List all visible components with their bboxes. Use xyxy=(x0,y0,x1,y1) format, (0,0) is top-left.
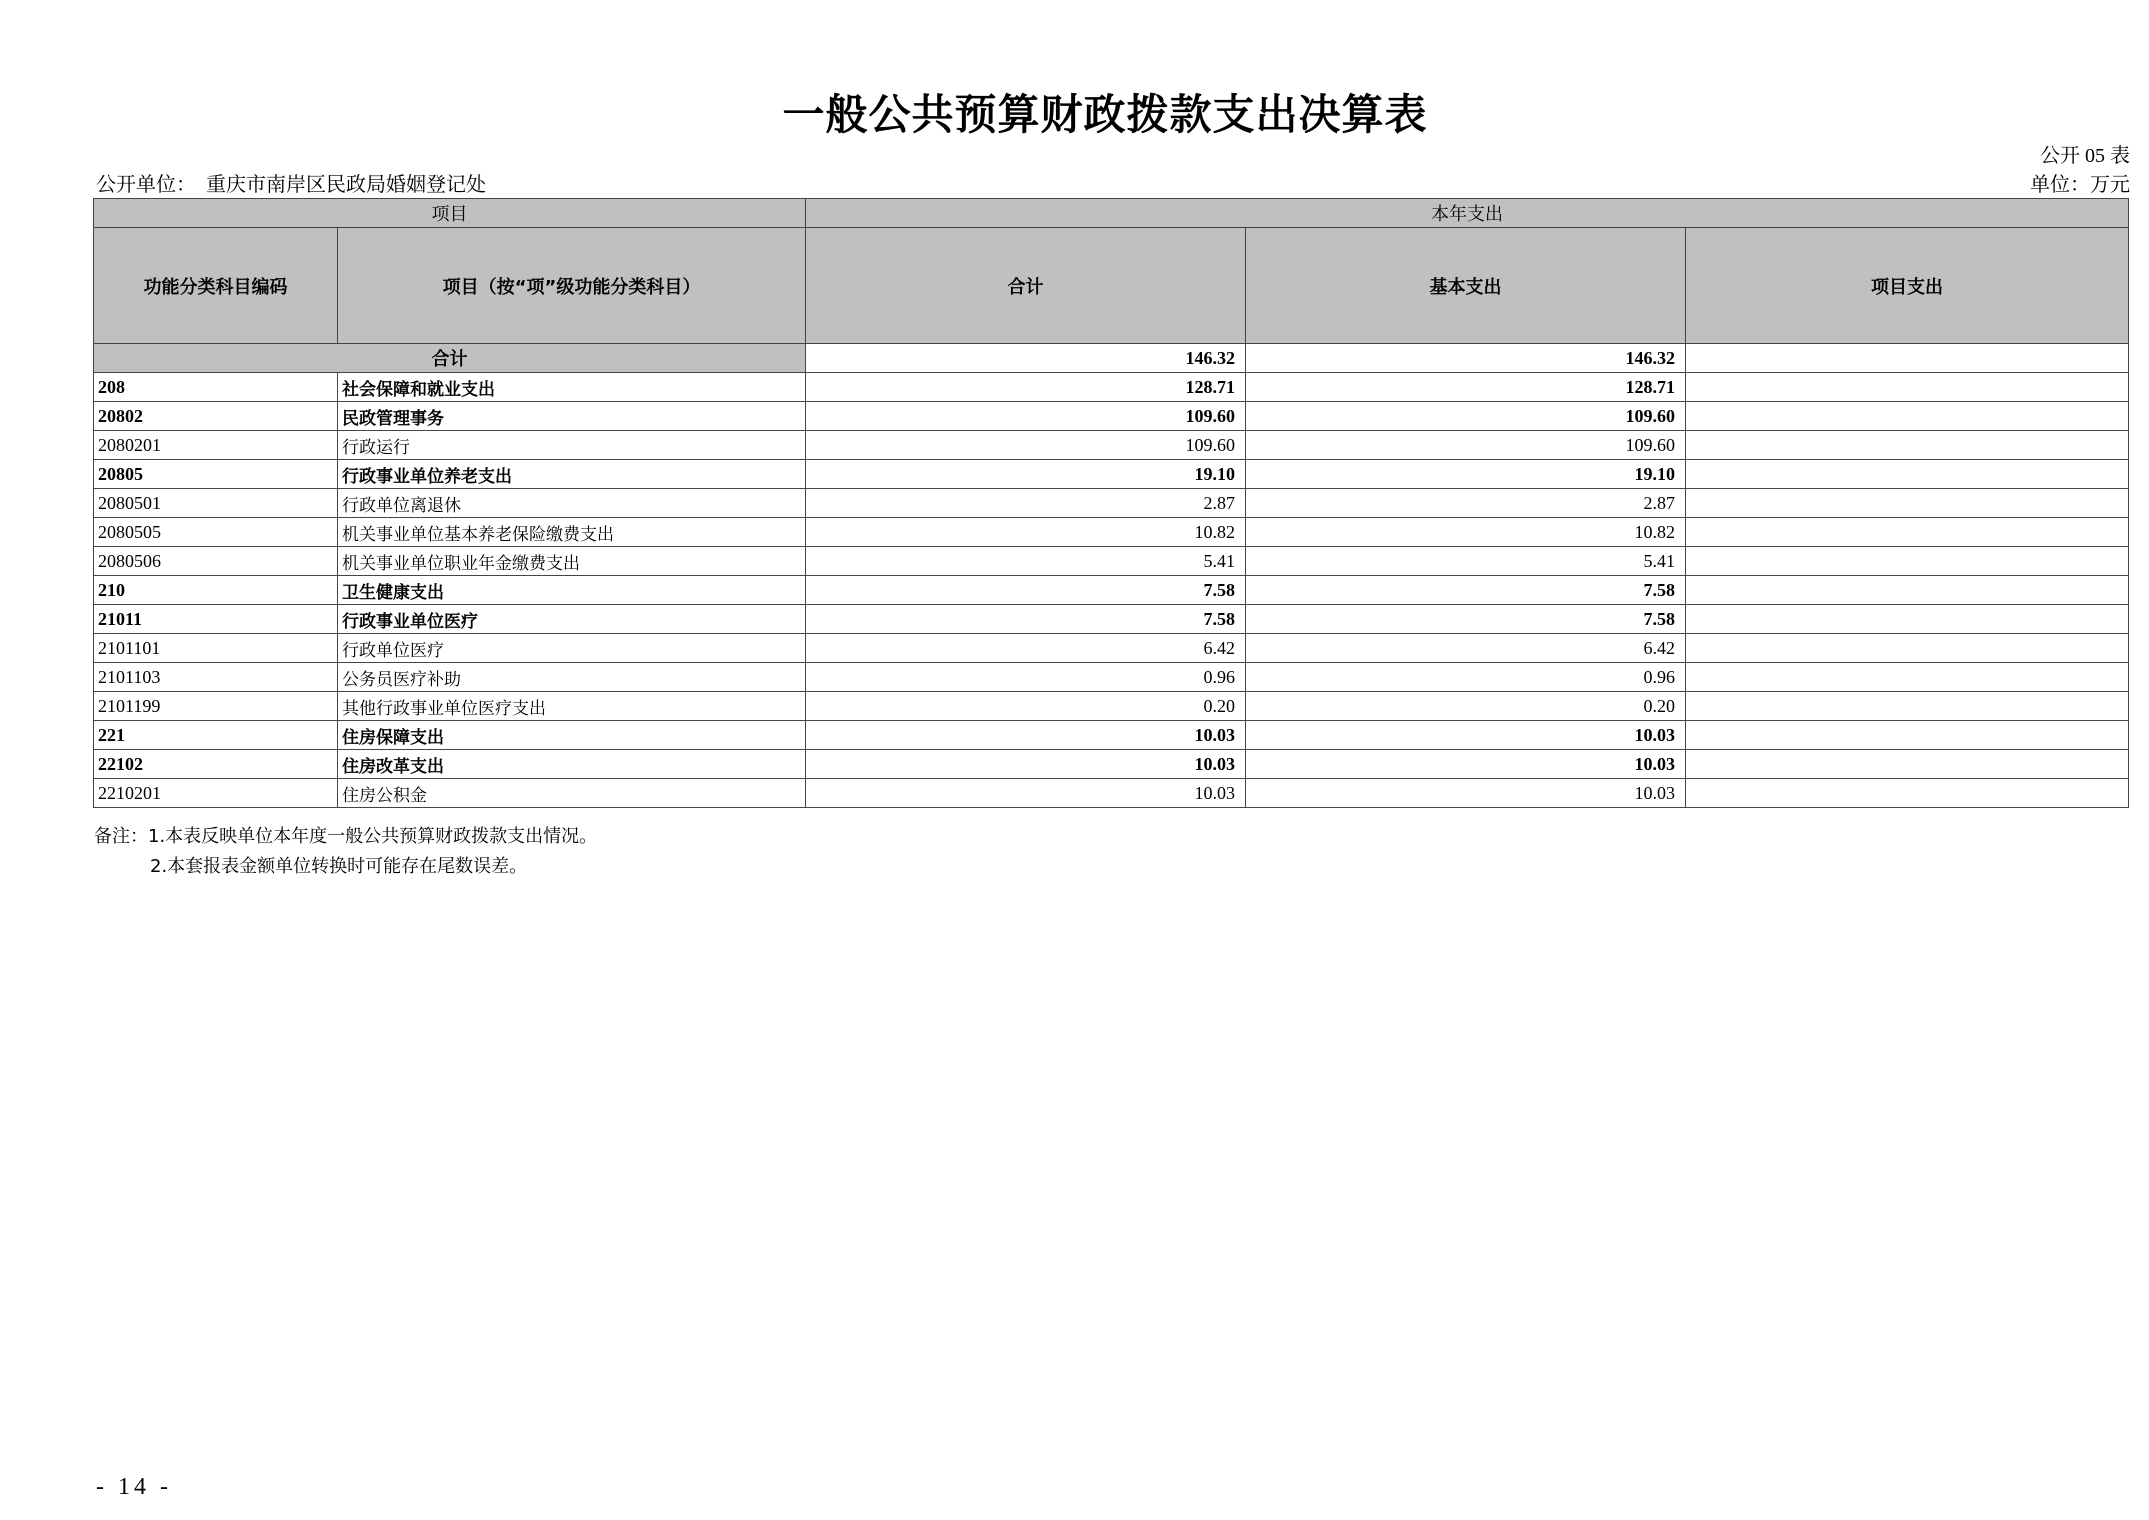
header-item: 项目 xyxy=(94,199,806,228)
row-project xyxy=(1686,576,2129,605)
table-row xyxy=(94,402,2129,431)
row-name: 住房保障支出 xyxy=(338,721,806,750)
table-body xyxy=(94,344,2129,808)
row-total: 2.87 xyxy=(806,489,1246,518)
row-project xyxy=(1686,750,2129,779)
currency-unit: 单位：万元 xyxy=(2030,174,2130,196)
row-name: 行政单位离退休 xyxy=(338,489,806,518)
table-row xyxy=(94,373,2129,402)
reporting-unit-label: 公开单位： xyxy=(96,174,196,196)
row-name: 行政单位医疗 xyxy=(338,634,806,663)
row-code: 2080505 xyxy=(94,518,338,547)
header-name: 项目（按“项”级功能分类科目） xyxy=(338,228,806,344)
row-basic: 7.58 xyxy=(1246,605,1686,634)
row-project xyxy=(1686,518,2129,547)
table-row xyxy=(94,431,2129,460)
header-basic: 基本支出 xyxy=(1246,228,1686,344)
reporting-unit-name: 重庆市南岸区民政局婚姻登记处 xyxy=(206,174,486,196)
row-project xyxy=(1686,402,2129,431)
expenditure-table xyxy=(93,198,2129,808)
row-basic: 19.10 xyxy=(1246,460,1686,489)
row-project xyxy=(1686,721,2129,750)
row-code: 221 xyxy=(94,721,338,750)
row-name: 公务员医疗补助 xyxy=(338,663,806,692)
total-amount: 146.32 xyxy=(806,344,1246,373)
row-name: 机关事业单位职业年金缴费支出 xyxy=(338,547,806,576)
row-name: 住房公积金 xyxy=(338,779,806,808)
header-project: 项目支出 xyxy=(1686,228,2129,344)
row-basic: 7.58 xyxy=(1246,576,1686,605)
row-total: 0.20 xyxy=(806,692,1246,721)
row-basic: 109.60 xyxy=(1246,402,1686,431)
row-project xyxy=(1686,779,2129,808)
row-total: 7.58 xyxy=(806,605,1246,634)
header-row-1 xyxy=(94,199,2129,228)
note-line-1: 备注：1.本表反映单位本年度一般公共预算财政拨款支出情况。 xyxy=(94,826,598,847)
row-basic: 0.96 xyxy=(1246,663,1686,692)
table-row xyxy=(94,489,2129,518)
row-total: 128.71 xyxy=(806,373,1246,402)
row-name: 社会保障和就业支出 xyxy=(338,373,806,402)
reporting-unit xyxy=(96,168,486,197)
report-title: 一般公共预算财政拨款支出决算表 xyxy=(782,90,1428,139)
row-total: 10.03 xyxy=(806,721,1246,750)
row-total: 109.60 xyxy=(806,402,1246,431)
row-basic: 6.42 xyxy=(1246,634,1686,663)
table-row xyxy=(94,460,2129,489)
row-basic: 128.71 xyxy=(1246,373,1686,402)
row-code: 2101199 xyxy=(94,692,338,721)
row-name: 住房改革支出 xyxy=(338,750,806,779)
row-total: 0.96 xyxy=(806,663,1246,692)
row-code: 2080501 xyxy=(94,489,338,518)
row-basic: 2.87 xyxy=(1246,489,1686,518)
table-row xyxy=(94,576,2129,605)
page-number: - 14 - xyxy=(96,1474,172,1500)
row-name: 行政运行 xyxy=(338,431,806,460)
notes xyxy=(94,822,597,882)
row-code: 20805 xyxy=(94,460,338,489)
note-line-2: 2.本套报表金额单位转换时可能存在尾数误差。 xyxy=(150,856,528,877)
total-row xyxy=(94,344,2129,373)
row-code: 2080506 xyxy=(94,547,338,576)
row-project xyxy=(1686,460,2129,489)
row-total: 10.82 xyxy=(806,518,1246,547)
row-total: 6.42 xyxy=(806,634,1246,663)
total-label: 合计 xyxy=(94,344,806,373)
header-current-year: 本年支出 xyxy=(806,199,2129,228)
row-basic: 10.82 xyxy=(1246,518,1686,547)
row-project xyxy=(1686,605,2129,634)
row-project xyxy=(1686,373,2129,402)
row-project xyxy=(1686,489,2129,518)
row-name: 行政事业单位养老支出 xyxy=(338,460,806,489)
row-project xyxy=(1686,547,2129,576)
row-code: 210 xyxy=(94,576,338,605)
row-basic: 10.03 xyxy=(1246,750,1686,779)
row-project xyxy=(1686,634,2129,663)
row-project xyxy=(1686,692,2129,721)
header-total: 合计 xyxy=(806,228,1246,344)
header-row-2 xyxy=(94,228,2129,344)
row-basic: 10.03 xyxy=(1246,721,1686,750)
row-code: 2080201 xyxy=(94,431,338,460)
table-row xyxy=(94,634,2129,663)
row-code: 2210201 xyxy=(94,779,338,808)
meta-row xyxy=(94,168,2130,194)
row-basic: 10.03 xyxy=(1246,779,1686,808)
row-basic: 5.41 xyxy=(1246,547,1686,576)
row-code: 208 xyxy=(94,373,338,402)
table-row xyxy=(94,518,2129,547)
row-total: 10.03 xyxy=(806,750,1246,779)
table-row xyxy=(94,605,2129,634)
total-project xyxy=(1686,344,2129,373)
header-code: 功能分类科目编码 xyxy=(94,228,338,344)
row-total: 5.41 xyxy=(806,547,1246,576)
row-name: 卫生健康支出 xyxy=(338,576,806,605)
row-basic: 109.60 xyxy=(1246,431,1686,460)
row-total: 109.60 xyxy=(806,431,1246,460)
row-total: 7.58 xyxy=(806,576,1246,605)
table-row xyxy=(94,721,2129,750)
row-code: 21011 xyxy=(94,605,338,634)
row-name: 机关事业单位基本养老保险缴费支出 xyxy=(338,518,806,547)
table-row xyxy=(94,547,2129,576)
row-name: 其他行政事业单位医疗支出 xyxy=(338,692,806,721)
row-project xyxy=(1686,663,2129,692)
row-code: 2101101 xyxy=(94,634,338,663)
row-code: 22102 xyxy=(94,750,338,779)
table-row xyxy=(94,750,2129,779)
row-code: 2101103 xyxy=(94,663,338,692)
row-total: 10.03 xyxy=(806,779,1246,808)
row-name: 行政事业单位医疗 xyxy=(338,605,806,634)
form-number: 公开 05 表 xyxy=(2040,145,2130,167)
total-basic: 146.32 xyxy=(1246,344,1686,373)
table-row xyxy=(94,663,2129,692)
row-basic: 0.20 xyxy=(1246,692,1686,721)
row-name: 民政管理事务 xyxy=(338,402,806,431)
row-project xyxy=(1686,431,2129,460)
table-row xyxy=(94,779,2129,808)
row-total: 19.10 xyxy=(806,460,1246,489)
table-row xyxy=(94,692,2129,721)
row-code: 20802 xyxy=(94,402,338,431)
